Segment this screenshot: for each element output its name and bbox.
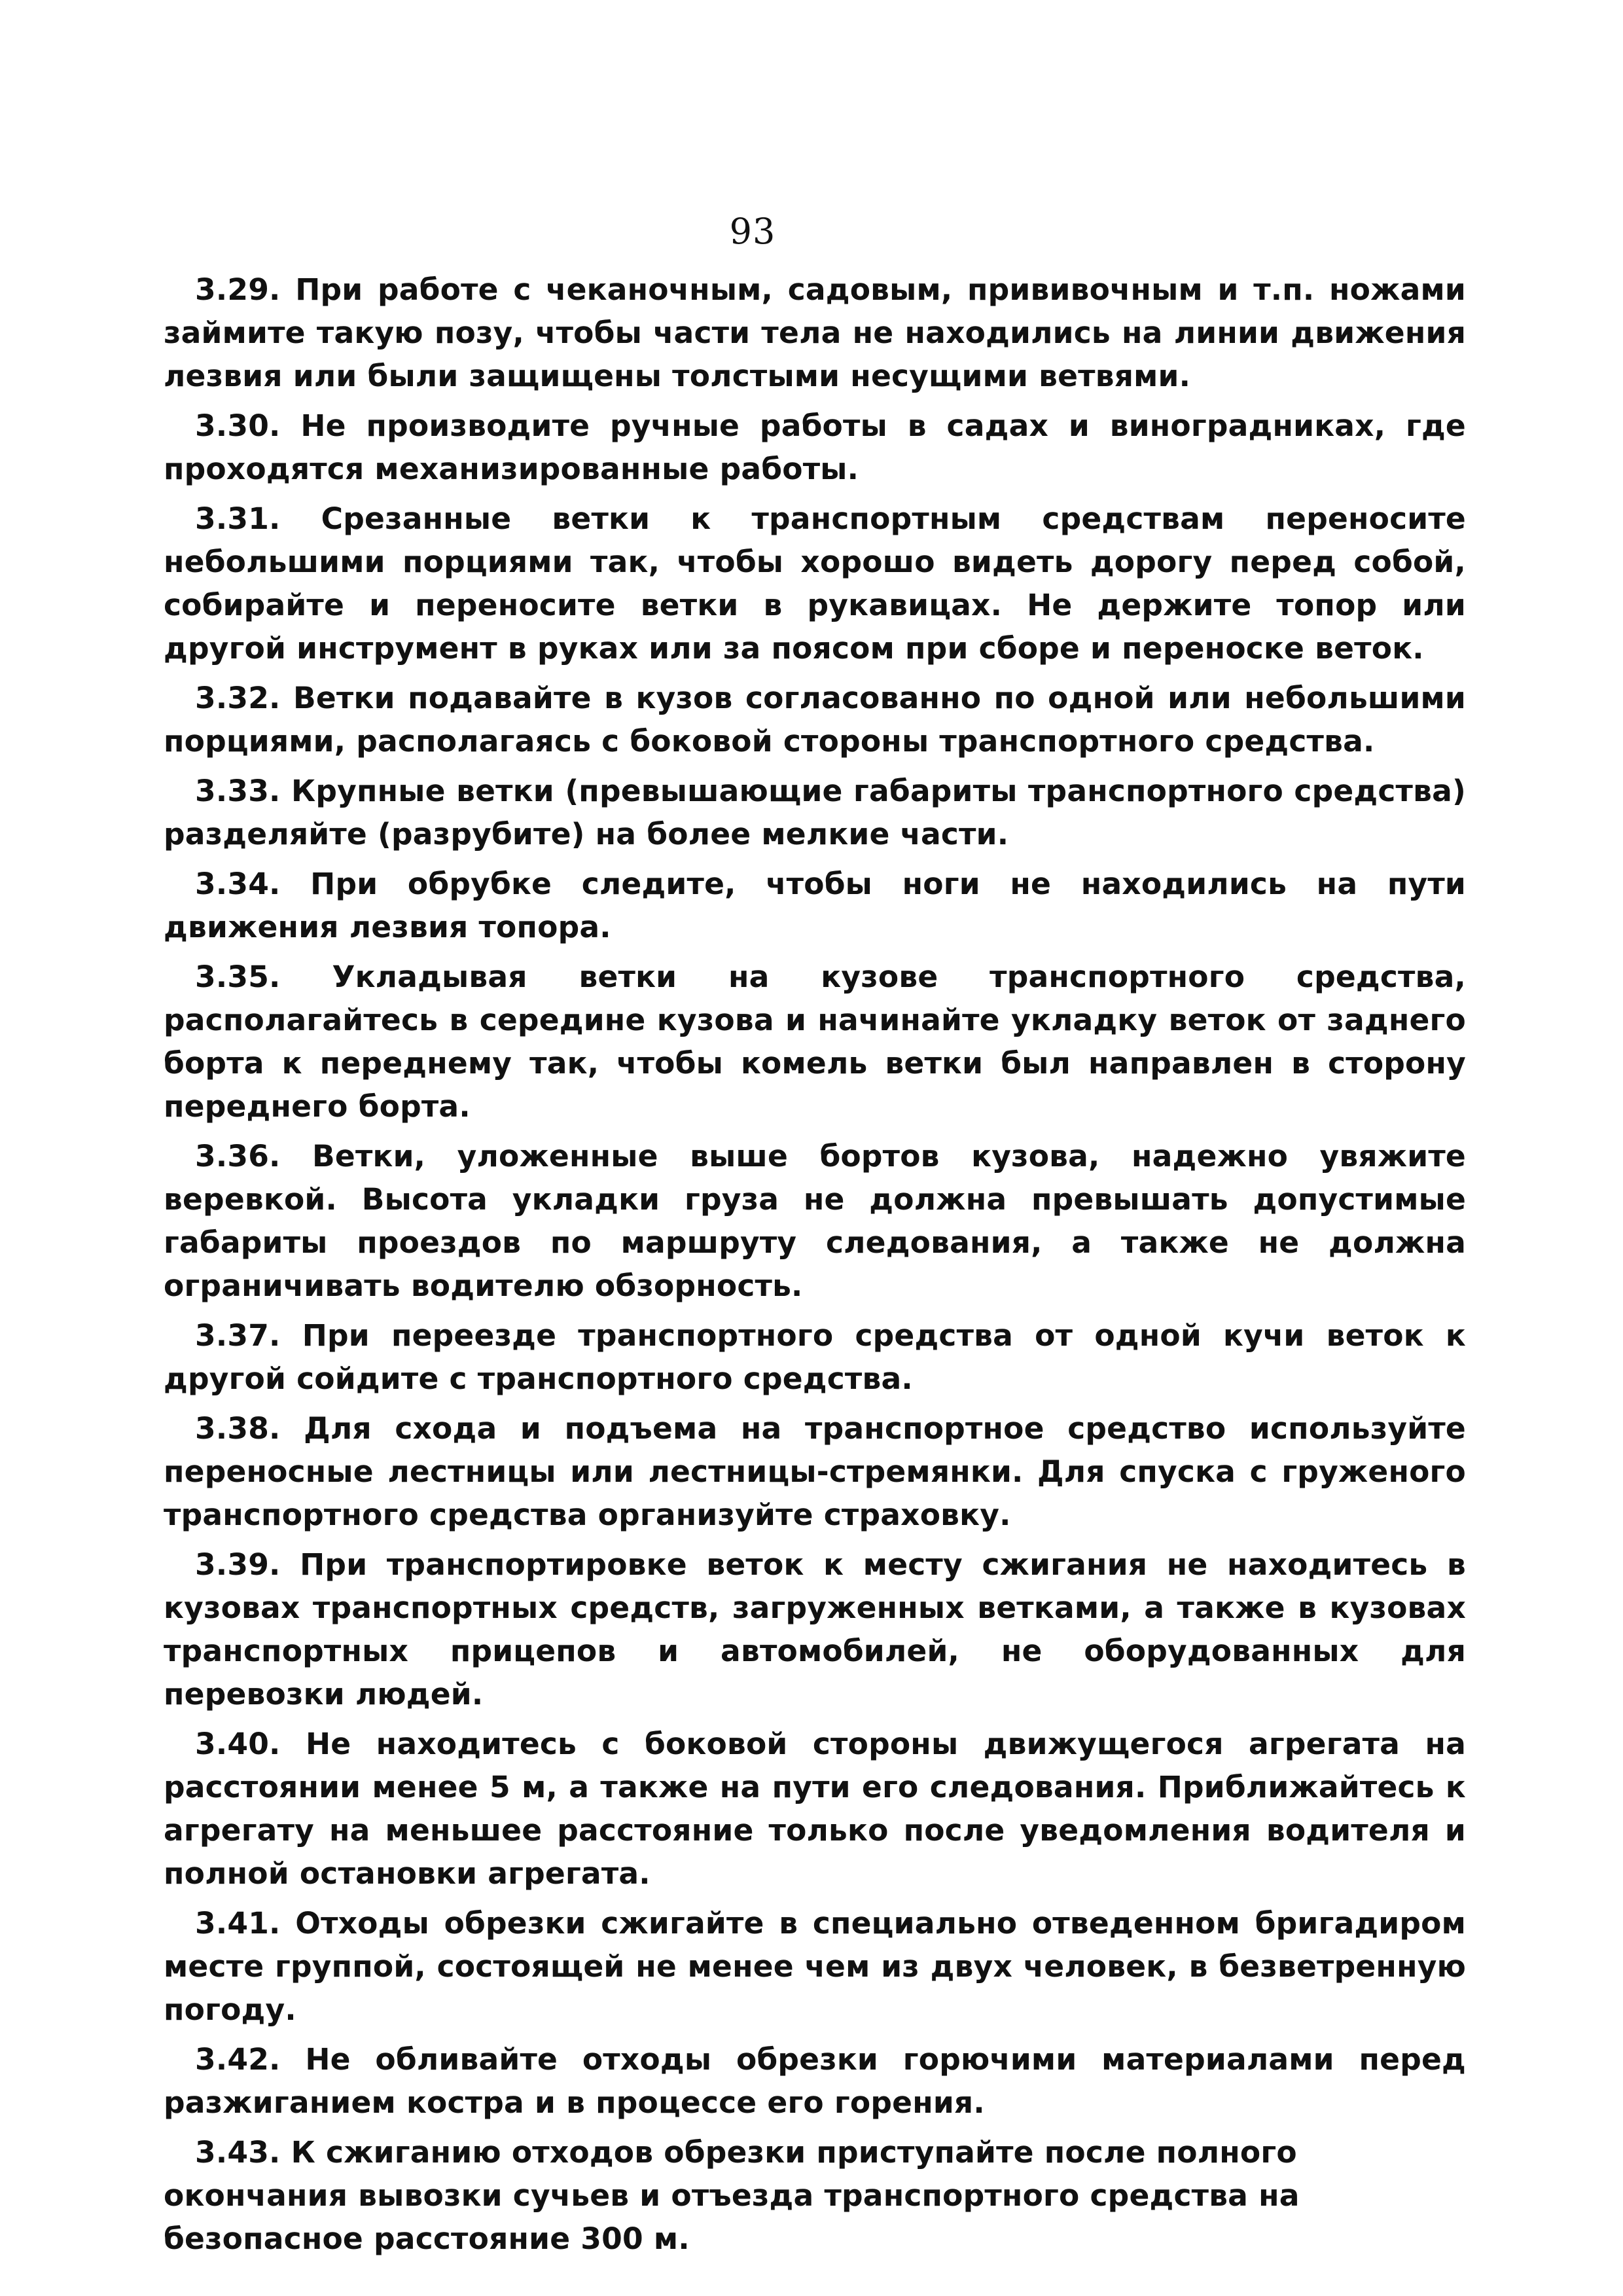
paragraph-number: 3.41. (195, 1906, 281, 1941)
paragraph-3-30 (164, 404, 1466, 491)
paragraph-text: Срезанные ветки к транспортным средствам переносите небольшими порциями так, чтобы хорошо видеть дорогу перед собой, собирайте и переносите ветки в рукавицах. Не держите топор или другой инструмент в руках или за поясом при сборе и переноске веток. (164, 501, 1466, 666)
paragraph-3-37 (164, 1314, 1466, 1401)
paragraph-3-42 (164, 2038, 1466, 2125)
paragraph-number: 3.40. (195, 1727, 281, 1761)
body-text (164, 268, 1466, 2267)
paragraph-3-33 (164, 770, 1466, 856)
paragraph-number: 3.36. (195, 1139, 281, 1174)
paragraph-text: При работе с чеканочным, садовым, прививочным и т.п. ножами займите такую позу, чтобы части тела не находились на линии движения лезвия или были защищены толстыми несущими ветвями. (164, 272, 1466, 393)
paragraph-number: 3.30. (195, 408, 281, 443)
paragraph-3-41 (164, 1902, 1466, 2032)
paragraph-number: 3.37. (195, 1318, 281, 1353)
paragraph-text: Укладывая ветки на кузове транспортного средства, располагайтесь в середине кузова и начинайте укладку веток от заднего борта к переднему так, чтобы комель ветки был направлен в сторону переднего борта. (164, 960, 1466, 1124)
paragraph-3-36 (164, 1135, 1466, 1308)
paragraph-3-38 (164, 1407, 1466, 1537)
paragraph-text: При обрубке следите, чтобы ноги не находились на пути движения лезвия топора. (164, 867, 1466, 944)
paragraph-3-39 (164, 1543, 1466, 1716)
paragraph-text: Для схода и подъема на транспортное средство используйте переносные лестницы или лестницы-стремянки. Для спуска с груженого транспортного средства организуйте страховку. (164, 1411, 1466, 1532)
paragraph-number: 3.33. (195, 774, 281, 808)
paragraph-3-35 (164, 956, 1466, 1128)
paragraph-3-31 (164, 497, 1466, 670)
paragraph-text: При транспортировке веток к месту сжигания не находитесь в кузовах транспортных средств, загруженных ветками, а также в кузовах транспортных прицепов и автомобилей, не оборудованных для перевозки людей. (164, 1547, 1466, 1712)
paragraph-text: Ветки, уложенные выше бортов кузова, надежно увяжите веревкой. Высота укладки груза не должна превышать допустимые габариты проездов по маршруту следования, а также не должна ограничивать водителю обзорность. (164, 1139, 1466, 1303)
paragraph-text: Не обливайте отходы обрезки горючими материалами перед разжиганием костра и в процессе его горения. (164, 2042, 1466, 2120)
paragraph-text: К сжиганию отходов обрезки приступайте после полного окончания вывозки сучьев и отъезда транспортного средства на безопасное расстояние 300 м. (164, 2135, 1300, 2256)
paragraph-number: 3.35. (195, 960, 281, 994)
paragraph-number: 3.32. (195, 681, 281, 715)
paragraph-text: Не находитесь с боковой стороны движущегося агрегата на расстоянии менее 5 м, а также на пути его следования. Приближайтесь к агрегату на меньшее расстояние только после уведомления водителя и полной остановки агрегата. (164, 1727, 1466, 1891)
paragraph-3-40 (164, 1723, 1466, 1895)
paragraph-number: 3.29. (195, 272, 281, 307)
paragraph-number: 3.38. (195, 1411, 281, 1446)
paragraph-number: 3.34. (195, 867, 281, 901)
paragraph-text: Не производите ручные работы в садах и виноградниках, где проходятся механизированные работы. (164, 408, 1466, 486)
paragraph-text: Крупные ветки (превышающие габариты транспортного средства) разделяйте (разрубите) на более мелкие части. (164, 774, 1466, 852)
page-number: 93 (729, 211, 776, 252)
paragraph-number: 3.39. (195, 1547, 281, 1582)
paragraph-3-32 (164, 677, 1466, 763)
paragraph-3-29 (164, 268, 1466, 398)
paragraph-3-43 (164, 2131, 1466, 2261)
paragraph-number: 3.42. (195, 2042, 281, 2077)
paragraph-text: Ветки подавайте в кузов согласованно по одной или небольшими порциями, располагаясь с боковой стороны транспортного средства. (164, 681, 1466, 759)
paragraph-text: Отходы обрезки сжигайте в специально отведенном бригадиром месте группой, состоящей не менее чем из двух человек, в безветренную погоду. (164, 1906, 1466, 2027)
paragraph-number: 3.31. (195, 501, 281, 536)
paragraph-3-34 (164, 863, 1466, 949)
paragraph-number: 3.43. (195, 2135, 281, 2170)
paragraph-text: При переезде транспортного средства от одной кучи веток к другой сойдите с транспортного средства. (164, 1318, 1466, 1396)
